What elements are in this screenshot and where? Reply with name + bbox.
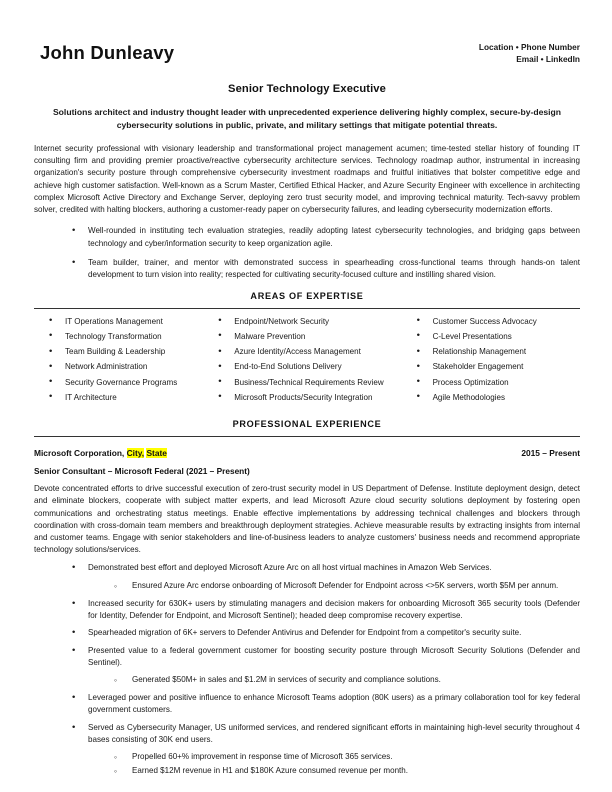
list-item	[72, 598, 580, 622]
job-dates: 2015 – Present	[521, 448, 580, 459]
list-item	[72, 627, 580, 639]
bullet-text: Increased security for 630K+ users by stimulating managers and decision makers for onboarding Microsoft 365 security tools (Defender for Identity, Defender for Endpoint, and Microsoft Sentinel); headed deep compromise recovery expertise.	[88, 598, 580, 620]
company-name: Microsoft Corporation,	[34, 448, 127, 459]
sub-bullet-list	[88, 751, 580, 777]
sub-bullet-list	[88, 674, 580, 686]
expertise-column-3	[416, 318, 580, 409]
job-role-title: Senior Consultant – Microsoft Federal (2021 – Present)	[34, 466, 250, 477]
professional-title: Senior Technology Executive	[228, 83, 386, 96]
list-item: • End-to-End Solutions Delivery	[217, 363, 415, 371]
section-title-professional-experience: PROFESSIONAL EXPERIENCE	[232, 419, 382, 430]
company-city-highlight: City,	[126, 448, 145, 459]
list-item: • Relationship Management	[416, 348, 580, 356]
list-item: • Stakeholder Engagement	[416, 363, 580, 371]
list-item	[72, 562, 580, 592]
list-item: • C-Level Presentations	[416, 333, 580, 341]
contact-block	[479, 38, 580, 65]
bullet-text: Demonstrated best effort and deployed Microsoft Azure Arc on all host virtual machines in Amazon Web Services.	[88, 563, 492, 573]
expertise-column-1	[48, 318, 217, 409]
job-description: Devote concentrated efforts to drive successful execution of zero-trust security model in US Department of Defense. Institute deployment design, detect and eliminate blockers, cooperate with subject matter experts, and lead Microsoft Azure cloud security solutions deployment by fostering open communications and orchestrating status meetings. Enable effective implementations by addressing technical challenges and blockers through coordination with cross-domain team members and breakthrough deployment strategies. Achieve measurable results by extracting insights from internal and customer teams. Engage with senior stakeholders and line-of-business leaders to analyze customers' business needs and recommend appropriate technology solutions/services.	[34, 484, 580, 555]
job-company-line	[34, 448, 167, 458]
list-item: • Malware Prevention	[217, 333, 415, 341]
list-item: • Business/Technical Requirements Review	[217, 379, 415, 387]
job-header	[34, 448, 580, 458]
expertise-column-2	[217, 318, 415, 409]
contact-line-email-linkedin[interactable]: Email • LinkedIn	[516, 54, 580, 65]
bullet-text: Leveraged power and positive influence to enhance Microsoft Teams adoption (80K users) as a primary collaboration tool for key federal government customers.	[88, 692, 580, 714]
section-divider	[34, 436, 580, 437]
expertise-grid	[34, 318, 580, 409]
list-item: • Endpoint/Network Security	[217, 318, 415, 326]
company-state-highlight: State	[146, 448, 167, 459]
list-item: • Network Administration	[48, 363, 217, 371]
list-item: • Security Governance Programs	[48, 379, 217, 387]
list-item: • Microsoft Products/Security Integration	[217, 394, 415, 402]
job-bullet-list	[34, 562, 580, 777]
candidate-name: John Dunleavy	[40, 42, 175, 63]
resume-header	[34, 38, 580, 65]
tagline: Solutions architect and industry thought leader with unprecedented experience delivering highly complex, secure-by-design cybersecurity solutions in public, private, and military settings that mitigate potential threats.	[52, 107, 562, 131]
section-title-areas-of-expertise: AREAS OF EXPERTISE	[250, 290, 364, 301]
sub-bullet-list	[88, 580, 580, 592]
list-item: • Process Optimization	[416, 379, 580, 387]
list-item	[72, 645, 580, 687]
list-item: • Agile Methodologies	[416, 394, 580, 402]
bullet-text: Served as Cybersecurity Manager, US uniformed services, and rendered significant efforts in maintaining high-level security throughout 4 bases consisting of 30K end users.	[88, 722, 580, 744]
list-item: • Well-rounded in instituting tech evaluation strategies, readily adopting latest cybersecurity technologies, and bridging gaps between technology and cyber/information security to keep organization agile.	[72, 225, 580, 249]
list-item: • Technology Transformation	[48, 333, 217, 341]
list-item: ◦ Propelled 60+% improvement in response time of Microsoft 365 services.	[114, 751, 580, 763]
contact-line-location-phone[interactable]: Location • Phone Number	[478, 42, 580, 52]
list-item: • Team Building & Leadership	[48, 348, 217, 356]
professional-summary: Internet security professional with visionary leadership and transformational project management acumen; time-tested stellar history of founding IT consulting firm and providing premier proactive/reactive cybersecurity architecture services. Technology roadmap author, instrumental in increasing organization's security posture through comprehensive cybersecurity investment roadmaps and fruitful initiatives that bolster competitive edge and achieve high customer satisfaction. Well-known as a Scrum Master, Certified Ethical Hacker, and Azure Security Engineer with excellence in architecting complex Microsoft Active Directory and Exchange Server, deploying zero trust security model, and improving technical maturity. Tech-savvy problem solver, credited with halting blockers, authoring a customer-ready paper on cybersecurity failures, and leading cybersecurity modernization efforts.	[34, 143, 580, 215]
list-item: • IT Architecture	[48, 394, 217, 402]
list-item: • Team builder, trainer, and mentor with demonstrated success in spearheading cross-functional teams through hands-on talent development to turn vision into reality; respected for cultivating security-focused culture and instilling shared vision.	[72, 257, 580, 281]
summary-bullet-list	[34, 225, 580, 280]
bullet-text: Presented value to a federal government customer for boosting security posture through Microsoft Security Solutions (Defender and Sentinel).	[88, 645, 580, 667]
list-item: ◦ Earned $12M revenue in H1 and $180K Azure consumed revenue per month.	[114, 765, 580, 777]
list-item: • IT Operations Management	[48, 318, 217, 326]
list-item: ◦ Ensured Azure Arc endorse onboarding of Microsoft Defender for Endpoint across <>5K servers, worth $5M per annum.	[114, 580, 580, 592]
bullet-text: Spearheaded migration of 6K+ servers to Defender Antivirus and Defender for Endpoint from a competitor's security suite.	[88, 628, 522, 638]
list-item	[72, 722, 580, 778]
list-item: • Customer Success Advocacy	[416, 318, 580, 326]
list-item: ◦ Generated $50M+ in sales and $1.2M in services of security and compliance solutions.	[114, 674, 580, 686]
list-item: • Azure Identity/Access Management	[217, 348, 415, 356]
section-divider	[34, 308, 580, 309]
list-item	[72, 692, 580, 716]
